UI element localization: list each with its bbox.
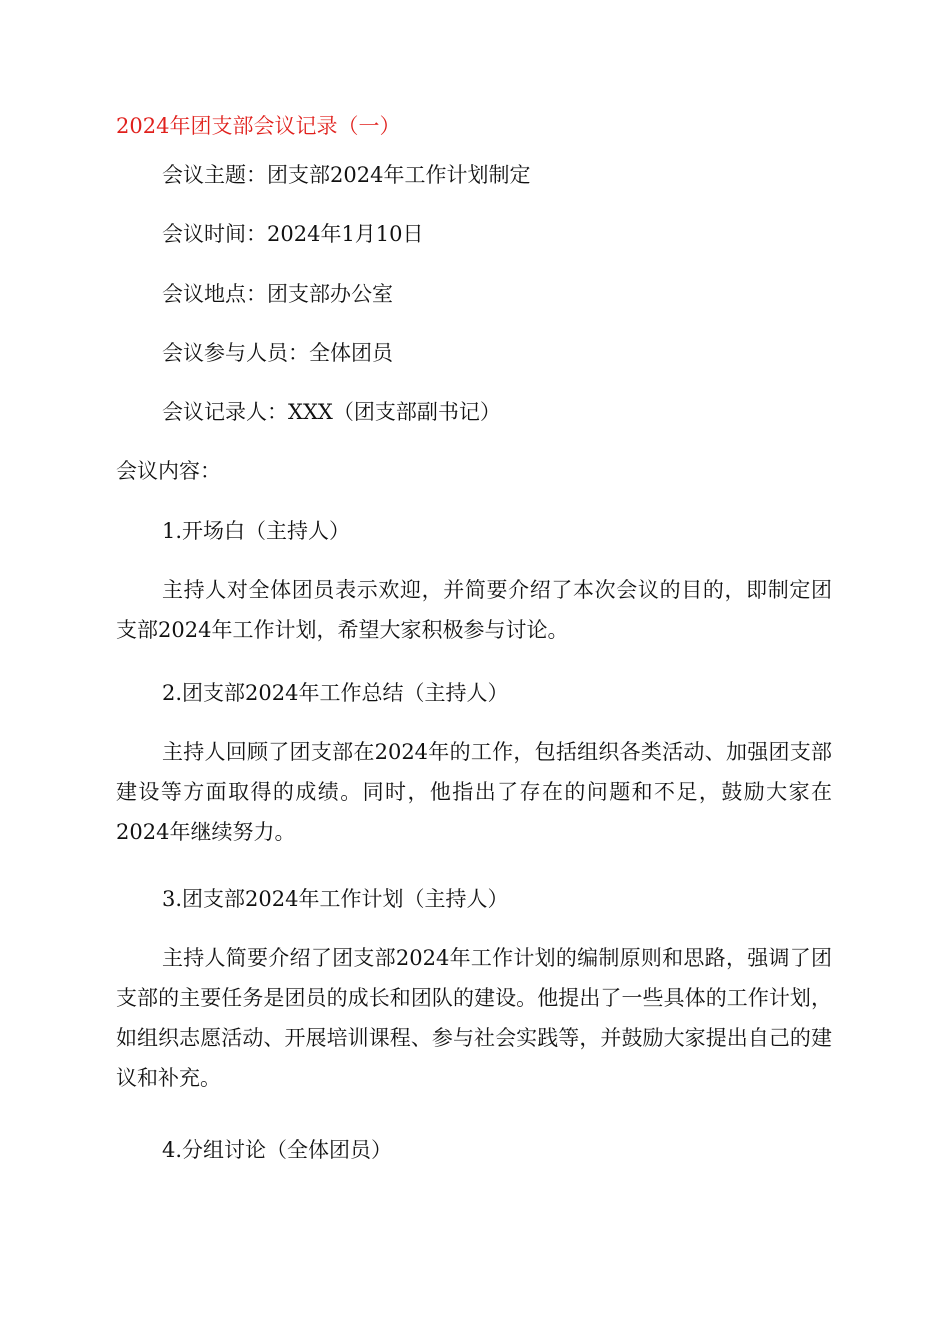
meeting-recorder: 会议记录人：XXX（团支部副书记） bbox=[162, 400, 501, 424]
meeting-topic: 会议主题：团支部2024年工作计划制定 bbox=[162, 163, 531, 187]
section-body-2: 主持人回顾了团支部在2024年的工作，包括组织各类活动、加强团支部建设等方面取得的成绩。同时，他指出了存在的问题和不足，鼓励大家在2024年继续努力。 bbox=[116, 740, 832, 844]
section-heading-4: 4.分组讨论（全体团员） bbox=[162, 1138, 393, 1162]
meeting-time: 会议时间：2024年1月10日 bbox=[162, 222, 424, 246]
section-heading-3: 3.团支部2024年工作计划（主持人） bbox=[162, 887, 509, 911]
meeting-participants: 会议参与人员：全体团员 bbox=[162, 341, 393, 365]
section-heading-1: 1.开场白（主持人） bbox=[162, 519, 351, 543]
meeting-location: 会议地点：团支部办公室 bbox=[162, 282, 393, 306]
content-label: 会议内容： bbox=[116, 459, 221, 483]
section-body-3: 主持人简要介绍了团支部2024年工作计划的编制原则和思路，强调了团支部的主要任务是团员的成长和团队的建设。他提出了一些具体的工作计划，如组织志愿活动、开展培训课程、参与社会实践等，并鼓励大家提出自己的建议和补充。 bbox=[116, 946, 832, 1090]
section-heading-2: 2.团支部2024年工作总结（主持人） bbox=[162, 681, 509, 705]
section-body-1: 主持人对全体团员表示欢迎，并简要介绍了本次会议的目的，即制定团支部2024年工作计划，希望大家积极参与讨论。 bbox=[116, 578, 832, 642]
document-title: 2024年团支部会议记录（一） bbox=[116, 114, 401, 138]
